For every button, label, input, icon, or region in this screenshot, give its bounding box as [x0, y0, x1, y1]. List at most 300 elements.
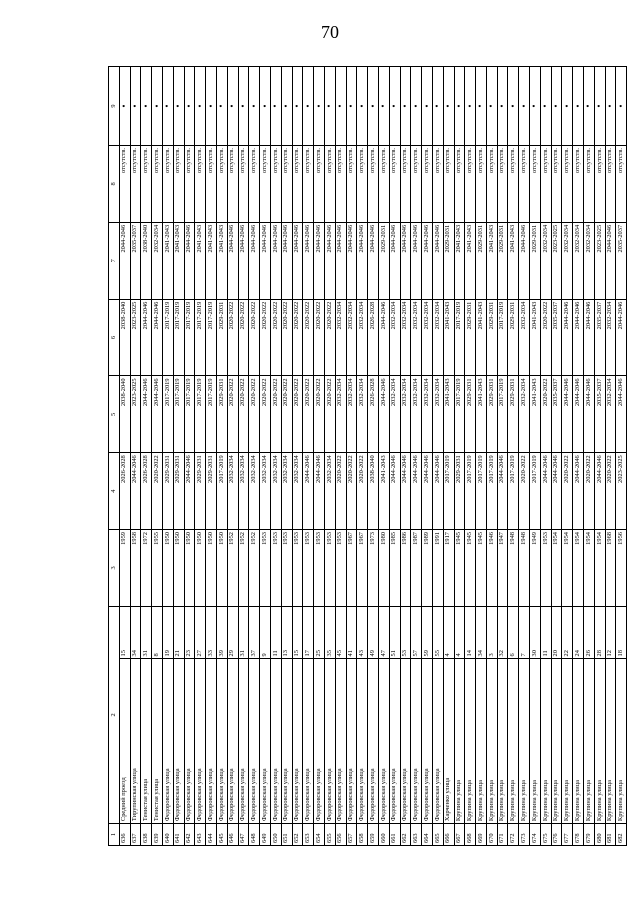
period-cell: 2044-2046: [594, 453, 605, 530]
period-cell: 2017-2019: [206, 299, 217, 376]
period-cell: 2032-2034: [400, 376, 411, 453]
street-name-cell: Крупина улица: [465, 659, 476, 824]
marker-cell: •: [432, 67, 443, 146]
street-name-cell: Крупина улица: [616, 659, 627, 824]
house-number-cell: 49: [368, 606, 379, 659]
header-cell: 4: [109, 453, 120, 530]
period-cell: 2029-2031: [508, 299, 519, 376]
table-row: [530, 67, 541, 846]
house-number-cell: 6: [508, 606, 519, 659]
period-cell: 2044-2046: [130, 453, 141, 530]
row-number-cell: 676: [551, 824, 562, 846]
marker-cell: •: [335, 67, 346, 146]
period-cell: 2041-2043: [195, 222, 206, 299]
period-cell: 2044-2046: [389, 222, 400, 299]
street-name-cell: Крупина улица: [605, 659, 616, 824]
period-cell: 2032-2034: [292, 453, 303, 530]
period-cell: 2032-2034: [238, 453, 249, 530]
period-cell: 2044-2046: [119, 222, 130, 299]
period-cell: 2017-2019: [216, 453, 227, 530]
period-cell: 2020-2022: [605, 453, 616, 530]
period-cell: 2023-2025: [130, 376, 141, 453]
marker-cell: •: [162, 67, 173, 146]
street-name-cell: Федоровская улица: [346, 659, 357, 824]
marker-cell: •: [389, 67, 400, 146]
street-name-cell: Федоровская улица: [335, 659, 346, 824]
street-name-cell: Федоровская улица: [227, 659, 238, 824]
year-built-cell: 1952: [238, 530, 249, 607]
table-row: [335, 67, 346, 846]
period-cell: 2017-2019: [184, 376, 195, 453]
status-cell: отсутств.: [119, 146, 130, 223]
period-cell: 2044-2046: [422, 453, 433, 530]
period-cell: 2020-2022: [292, 376, 303, 453]
status-cell: отсутств.: [303, 146, 314, 223]
status-cell: отсутств.: [281, 146, 292, 223]
period-cell: 2017-2019: [173, 376, 184, 453]
year-built-cell: 1973: [368, 530, 379, 607]
table-row: [206, 67, 217, 846]
row-number-cell: 658: [357, 824, 368, 846]
period-cell: 2017-2019: [508, 453, 519, 530]
marker-cell: •: [454, 67, 465, 146]
row-number-cell: 680: [594, 824, 605, 846]
year-built-cell: 1953: [270, 530, 281, 607]
period-cell: 2017-2019: [497, 376, 508, 453]
street-name-cell: Крупина улица: [476, 659, 487, 824]
year-built-cell: 1980: [378, 530, 389, 607]
table-row: [260, 67, 271, 846]
row-number-cell: 643: [195, 824, 206, 846]
marker-cell: •: [605, 67, 616, 146]
table-row: [303, 67, 314, 846]
period-cell: 2017-2019: [530, 453, 541, 530]
period-cell: 2044-2046: [411, 222, 422, 299]
status-cell: отсутств.: [162, 146, 173, 223]
row-number-cell: 667: [454, 824, 465, 846]
status-cell: отсутств.: [206, 146, 217, 223]
status-cell: отсутств.: [540, 146, 551, 223]
row-number-cell: 654: [314, 824, 325, 846]
table-row: [314, 67, 325, 846]
marker-cell: •: [465, 67, 476, 146]
period-cell: 2038-2040: [119, 299, 130, 376]
table-row: [292, 67, 303, 846]
period-cell: 2044-2046: [573, 299, 584, 376]
table-row: [227, 67, 238, 846]
period-cell: 2044-2046: [270, 222, 281, 299]
street-name-cell: Крупина улица: [530, 659, 541, 824]
period-cell: 2044-2046: [227, 222, 238, 299]
period-cell: 2020-2022: [314, 299, 325, 376]
year-built-cell: 1956: [616, 530, 627, 607]
table-row: [562, 67, 573, 846]
table-row: [281, 67, 292, 846]
table-row: [238, 67, 249, 846]
period-cell: 2044-2046: [432, 222, 443, 299]
period-cell: 2032-2034: [357, 299, 368, 376]
period-cell: 2020-2022: [324, 299, 335, 376]
house-number-cell: 15: [292, 606, 303, 659]
year-built-cell: 1967: [357, 530, 368, 607]
period-cell: 2020-2022: [260, 376, 271, 453]
period-cell: 2020-2022: [584, 453, 595, 530]
period-cell: 2020-2022: [238, 376, 249, 453]
table-row: [270, 67, 281, 846]
period-cell: 2020-2022: [249, 299, 260, 376]
row-number-cell: 665: [432, 824, 443, 846]
table-row: [573, 67, 584, 846]
period-cell: 2044-2046: [346, 222, 357, 299]
table-row: [368, 67, 379, 846]
period-cell: 2020-2022: [227, 299, 238, 376]
period-cell: 2029-2031: [195, 453, 206, 530]
period-cell: 2044-2046: [573, 453, 584, 530]
page-number: 70: [321, 22, 339, 42]
period-cell: 2032-2034: [281, 453, 292, 530]
period-cell: 2026-2028: [368, 376, 379, 453]
house-number-cell: 24: [573, 606, 584, 659]
street-name-cell: Крупина улица: [594, 659, 605, 824]
row-number-cell: 677: [562, 824, 573, 846]
house-number-cell: 31: [238, 606, 249, 659]
header-cell: 9: [109, 67, 120, 146]
house-number-cell: 59: [422, 606, 433, 659]
period-cell: 2044-2046: [540, 453, 551, 530]
marker-cell: •: [584, 67, 595, 146]
marker-cell: •: [486, 67, 497, 146]
period-cell: 2041-2043: [508, 222, 519, 299]
status-cell: отсутств.: [476, 146, 487, 223]
status-cell: отсутств.: [551, 146, 562, 223]
period-cell: 2041-2043: [443, 376, 454, 453]
period-cell: 2020-2022: [519, 453, 530, 530]
marker-cell: •: [368, 67, 379, 146]
year-built-cell: 1945: [465, 530, 476, 607]
house-number-cell: 9: [260, 606, 271, 659]
house-number-cell: 12: [605, 606, 616, 659]
marker-cell: •: [238, 67, 249, 146]
period-cell: 2020-2022: [540, 299, 551, 376]
house-number-cell: 21: [173, 606, 184, 659]
year-built-cell: 1986: [400, 530, 411, 607]
marker-cell: •: [303, 67, 314, 146]
period-cell: 2020-2022: [270, 376, 281, 453]
table-row: [195, 67, 206, 846]
house-number-cell: 29: [227, 606, 238, 659]
period-cell: 2035-2037: [551, 376, 562, 453]
status-cell: отсутств.: [270, 146, 281, 223]
period-cell: 2032-2034: [411, 376, 422, 453]
period-cell: 2041-2043: [476, 376, 487, 453]
street-name-cell: Крупина улица: [551, 659, 562, 824]
row-number-cell: 637: [130, 824, 141, 846]
marker-cell: •: [281, 67, 292, 146]
table-row: [605, 67, 616, 846]
period-cell: 2020-2022: [335, 453, 346, 530]
status-cell: отсутств.: [292, 146, 303, 223]
period-cell: 2029-2031: [476, 222, 487, 299]
marker-cell: •: [476, 67, 487, 146]
period-cell: 2044-2046: [432, 453, 443, 530]
period-cell: 2044-2046: [238, 222, 249, 299]
house-number-cell: 57: [411, 606, 422, 659]
period-cell: 2023-2025: [594, 222, 605, 299]
marker-cell: •: [141, 67, 152, 146]
street-name-cell: Крупина улица: [540, 659, 551, 824]
house-number-cell: 11: [270, 606, 281, 659]
marker-cell: •: [573, 67, 584, 146]
status-cell: отсутств.: [422, 146, 433, 223]
row-number-cell: 659: [368, 824, 379, 846]
header-cell: 8: [109, 146, 120, 223]
row-number-cell: 640: [162, 824, 173, 846]
period-cell: 2032-2034: [562, 222, 573, 299]
row-number-cell: 660: [378, 824, 389, 846]
row-number-cell: 662: [400, 824, 411, 846]
period-cell: 2020-2022: [227, 376, 238, 453]
period-cell: 2017-2019: [162, 376, 173, 453]
period-cell: 2032-2034: [389, 299, 400, 376]
period-cell: 2032-2034: [324, 453, 335, 530]
period-cell: 2044-2046: [314, 453, 325, 530]
housing-schedule-table: [108, 66, 627, 846]
year-built-cell: 1972: [141, 530, 152, 607]
table-row: [616, 67, 627, 846]
row-number-cell: 638: [141, 824, 152, 846]
period-cell: 2044-2046: [141, 376, 152, 453]
period-cell: 2044-2046: [152, 376, 163, 453]
period-cell: 2020-2022: [303, 376, 314, 453]
period-cell: 2032-2034: [432, 376, 443, 453]
status-cell: отсутств.: [389, 146, 400, 223]
house-number-cell: 35: [324, 606, 335, 659]
row-number-cell: 669: [476, 824, 487, 846]
period-cell: 2029-2031: [465, 299, 476, 376]
period-cell: 2032-2034: [249, 453, 260, 530]
period-cell: 2029-2031: [486, 376, 497, 453]
status-cell: отсутств.: [378, 146, 389, 223]
period-cell: 2044-2046: [378, 299, 389, 376]
period-cell: 2038-2040: [119, 376, 130, 453]
street-name-cell: Федоровская улица: [389, 659, 400, 824]
period-cell: 2023-2025: [551, 222, 562, 299]
year-built-cell: 1955: [152, 530, 163, 607]
period-cell: 2044-2046: [422, 222, 433, 299]
status-cell: отсутств.: [184, 146, 195, 223]
period-cell: 2044-2046: [303, 453, 314, 530]
status-cell: отсутств.: [260, 146, 271, 223]
house-number-cell: 23: [184, 606, 195, 659]
period-cell: 2029-2031: [454, 453, 465, 530]
period-cell: 2044-2046: [314, 222, 325, 299]
period-cell: 2044-2046: [400, 222, 411, 299]
table-row: [584, 67, 595, 846]
period-cell: 2044-2046: [184, 453, 195, 530]
table-row: [400, 67, 411, 846]
status-cell: отсутств.: [443, 146, 454, 223]
marker-cell: •: [443, 67, 454, 146]
status-cell: отсутств.: [130, 146, 141, 223]
period-cell: 2044-2046: [616, 299, 627, 376]
year-built-cell: 1954: [562, 530, 573, 607]
street-name-cell: Харченко улица: [443, 659, 454, 824]
table-row: [130, 67, 141, 846]
status-cell: отсутств.: [530, 146, 541, 223]
row-number-cell: 664: [422, 824, 433, 846]
house-number-cell: 22: [562, 606, 573, 659]
period-cell: 2017-2019: [206, 376, 217, 453]
street-name-cell: Федоровская улица: [281, 659, 292, 824]
table-row: [465, 67, 476, 846]
status-cell: отсутств.: [368, 146, 379, 223]
house-number-cell: 18: [616, 606, 627, 659]
period-cell: 2020-2022: [249, 376, 260, 453]
period-cell: 2032-2034: [411, 299, 422, 376]
period-cell: 2032-2034: [346, 376, 357, 453]
period-cell: 2017-2019: [162, 299, 173, 376]
period-cell: 2017-2019: [184, 299, 195, 376]
street-name-cell: Федоровская улица: [432, 659, 443, 824]
header-cell: 6: [109, 299, 120, 376]
period-cell: 2032-2034: [605, 376, 616, 453]
street-name-cell: Федоровская улица: [162, 659, 173, 824]
year-built-cell: 1948: [519, 530, 530, 607]
house-number-cell: 11: [540, 606, 551, 659]
status-cell: отсутств.: [411, 146, 422, 223]
marker-cell: •: [411, 67, 422, 146]
street-name-cell: Тирупинская улица: [130, 659, 141, 824]
year-built-cell: 1945: [476, 530, 487, 607]
year-built-cell: 1953: [335, 530, 346, 607]
period-cell: 2044-2046: [573, 376, 584, 453]
marker-cell: •: [216, 67, 227, 146]
period-cell: 2032-2034: [573, 222, 584, 299]
status-cell: отсутств.: [335, 146, 346, 223]
house-number-cell: 15: [119, 606, 130, 659]
period-cell: 2041-2043: [530, 376, 541, 453]
status-cell: отсутств.: [173, 146, 184, 223]
house-number-cell: 7: [519, 606, 530, 659]
street-name-cell: Федоровская улица: [400, 659, 411, 824]
row-number-cell: 679: [584, 824, 595, 846]
period-cell: 2044-2046: [411, 453, 422, 530]
house-number-cell: 45: [335, 606, 346, 659]
marker-cell: •: [497, 67, 508, 146]
marker-cell: •: [400, 67, 411, 146]
row-number-cell: 644: [206, 824, 217, 846]
period-cell: 2035-2037: [130, 222, 141, 299]
status-cell: отсутств.: [465, 146, 476, 223]
period-cell: 2044-2046: [357, 222, 368, 299]
year-built-cell: 1954: [573, 530, 584, 607]
table-row: [411, 67, 422, 846]
house-number-cell: 34: [476, 606, 487, 659]
period-cell: 2020-2022: [270, 299, 281, 376]
house-number-cell: 25: [314, 606, 325, 659]
year-built-cell: 1953: [324, 530, 335, 607]
period-cell: 2041-2043: [206, 222, 217, 299]
house-number-cell: 39: [216, 606, 227, 659]
period-cell: 2044-2046: [324, 222, 335, 299]
period-cell: 2032-2034: [422, 299, 433, 376]
row-number-cell: 671: [497, 824, 508, 846]
period-cell: 2044-2046: [303, 222, 314, 299]
house-number-cell: 47: [378, 606, 389, 659]
period-cell: 2020-2022: [346, 453, 357, 530]
year-built-cell: 1947: [497, 530, 508, 607]
row-number-cell: 666: [443, 824, 454, 846]
marker-cell: •: [314, 67, 325, 146]
period-cell: 2032-2034: [519, 376, 530, 453]
period-cell: 2023-2025: [616, 453, 627, 530]
year-built-cell: 1945: [454, 530, 465, 607]
status-cell: отсутств.: [238, 146, 249, 223]
house-number-cell: 14: [465, 606, 476, 659]
row-number-cell: 653: [303, 824, 314, 846]
row-number-cell: 678: [573, 824, 584, 846]
row-number-cell: 652: [292, 824, 303, 846]
year-built-cell: 1953: [314, 530, 325, 607]
period-cell: 2041-2043: [530, 299, 541, 376]
period-cell: 2044-2046: [378, 376, 389, 453]
table-row: [184, 67, 195, 846]
row-number-cell: 639: [152, 824, 163, 846]
period-cell: 2017-2019: [454, 376, 465, 453]
period-cell: 2020-2022: [238, 299, 249, 376]
status-cell: отсутств.: [519, 146, 530, 223]
year-built-cell: 1946: [486, 530, 497, 607]
year-built-cell: 1950: [216, 530, 227, 607]
row-number-cell: 650: [270, 824, 281, 846]
period-cell: 2017-2019: [486, 453, 497, 530]
period-cell: 2035-2037: [594, 376, 605, 453]
year-built-cell: 1989: [422, 530, 433, 607]
status-cell: отсутств.: [227, 146, 238, 223]
period-cell: 2029-2031: [508, 376, 519, 453]
period-cell: 2029-2031: [173, 453, 184, 530]
status-cell: отсутств.: [400, 146, 411, 223]
table-row: [378, 67, 389, 846]
house-number-cell: 4: [454, 606, 465, 659]
house-number-cell: 3: [486, 606, 497, 659]
period-cell: 2035-2037: [594, 299, 605, 376]
year-built-cell: 1948: [508, 530, 519, 607]
period-cell: 2032-2034: [260, 453, 271, 530]
marker-cell: •: [195, 67, 206, 146]
street-name-cell: Федоровская улица: [216, 659, 227, 824]
period-cell: 2044-2046: [335, 222, 346, 299]
street-name-cell: Крупина улица: [519, 659, 530, 824]
row-number-cell: 668: [465, 824, 476, 846]
house-number-cell: 20: [551, 606, 562, 659]
house-number-cell: 8: [152, 606, 163, 659]
period-cell: 2020-2022: [260, 299, 271, 376]
header-row: [109, 67, 120, 846]
period-cell: 2044-2046: [249, 222, 260, 299]
marker-cell: •: [184, 67, 195, 146]
marker-cell: •: [260, 67, 271, 146]
street-name-cell: Тенистая улица: [152, 659, 163, 824]
period-cell: 2032-2034: [357, 376, 368, 453]
street-name-cell: Тенистая улица: [141, 659, 152, 824]
period-cell: 2020-2022: [540, 376, 551, 453]
status-cell: отсутств.: [195, 146, 206, 223]
house-number-cell: 33: [206, 606, 217, 659]
status-cell: отсутств.: [324, 146, 335, 223]
period-cell: 2032-2034: [432, 299, 443, 376]
period-cell: 2017-2019: [497, 299, 508, 376]
